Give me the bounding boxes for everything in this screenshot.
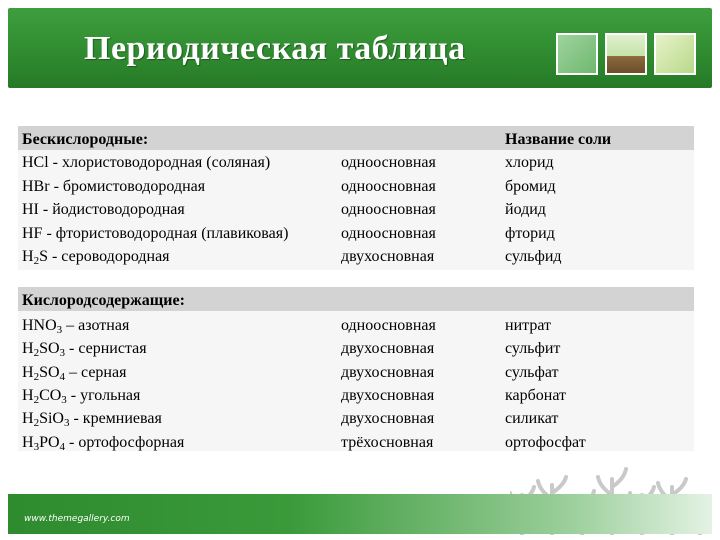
oxygen-row-basicity: трёхосновная	[341, 433, 434, 451]
oxygen-row-salt-name: сульфит	[505, 340, 561, 358]
header-photo-sprout	[605, 33, 647, 75]
oxygen-row-acid: $H_2SO_4$ – серная	[22, 363, 127, 383]
oxygen-row-acid: $H_2SO_3$ - сернистая	[22, 340, 147, 360]
oxygen-row-salt-name: карбонат	[505, 386, 567, 404]
oxygen-row-salt-name: нитрат	[505, 317, 551, 334]
anoxic-row-salt-name: фторид	[505, 224, 555, 242]
anoxic-row-salt-name: хлорид	[505, 154, 554, 171]
oxygen-row-salt-name: сульфат	[505, 363, 559, 381]
anoxic-row-acid: HF - фтористоводородная (плавиковая)	[22, 224, 289, 242]
anoxic-row-basicity: одноосновная	[341, 177, 436, 195]
anoxic-row-acid: $H_2S$ - сероводородная	[22, 248, 170, 267]
oxygen-row-basicity: двухосновная	[341, 340, 435, 358]
anoxic-row-salt-name: йодид	[505, 201, 546, 218]
oxygen-row-basicity: одноосновная	[341, 317, 436, 334]
oxygen-row-salt-name: ортофосфат	[505, 433, 586, 451]
anoxic-row-salt-name: бромид	[505, 177, 556, 195]
footer-url: www.themegallery.com	[24, 514, 130, 524]
page-title: Периодическая таблица	[84, 30, 466, 67]
anoxic-row-acid: HCl - хлористоводородная (соляная)	[22, 154, 271, 171]
title-banner	[8, 8, 712, 88]
header-photo-green	[556, 33, 598, 75]
footer-band	[8, 494, 712, 534]
oxygen-row-basicity: двухосновная	[341, 410, 435, 428]
anoxic-row-basicity: одноосновная	[341, 154, 436, 171]
anoxic-row-salt-name: сульфид	[505, 248, 562, 265]
salt-name-heading: Название соли	[505, 131, 612, 148]
oxygen-row-basicity: двухосновная	[341, 363, 435, 381]
anoxic-row-basicity: одноосновная	[341, 224, 436, 242]
oxygen-row-salt-name: силикат	[505, 410, 559, 428]
oxygen-row-acid: $H_3PO_4$ - ортофосфорная	[22, 433, 185, 453]
header-photo-leaves	[654, 33, 696, 75]
oxygen-row-acid: $H_2CO_3$ - угольная	[22, 386, 141, 406]
section2-heading: Кислородсодержащие:	[22, 292, 185, 309]
oxygen-row-acid: $HNO_3$ – азотная	[22, 317, 130, 336]
anoxic-row-basicity: одноосновная	[341, 201, 436, 218]
oxygen-row-basicity: двухосновная	[341, 386, 435, 404]
section1-heading: Бескислородные:	[22, 131, 149, 148]
anoxic-row-basicity: двухосновная	[341, 248, 435, 265]
oxygen-row-acid: $H_2SiO_3$ - кремниевая	[22, 410, 162, 430]
anoxic-row-acid: HBr - бромистоводородная	[22, 177, 206, 195]
anoxic-row-acid: HI - йодистоводородная	[22, 201, 185, 218]
